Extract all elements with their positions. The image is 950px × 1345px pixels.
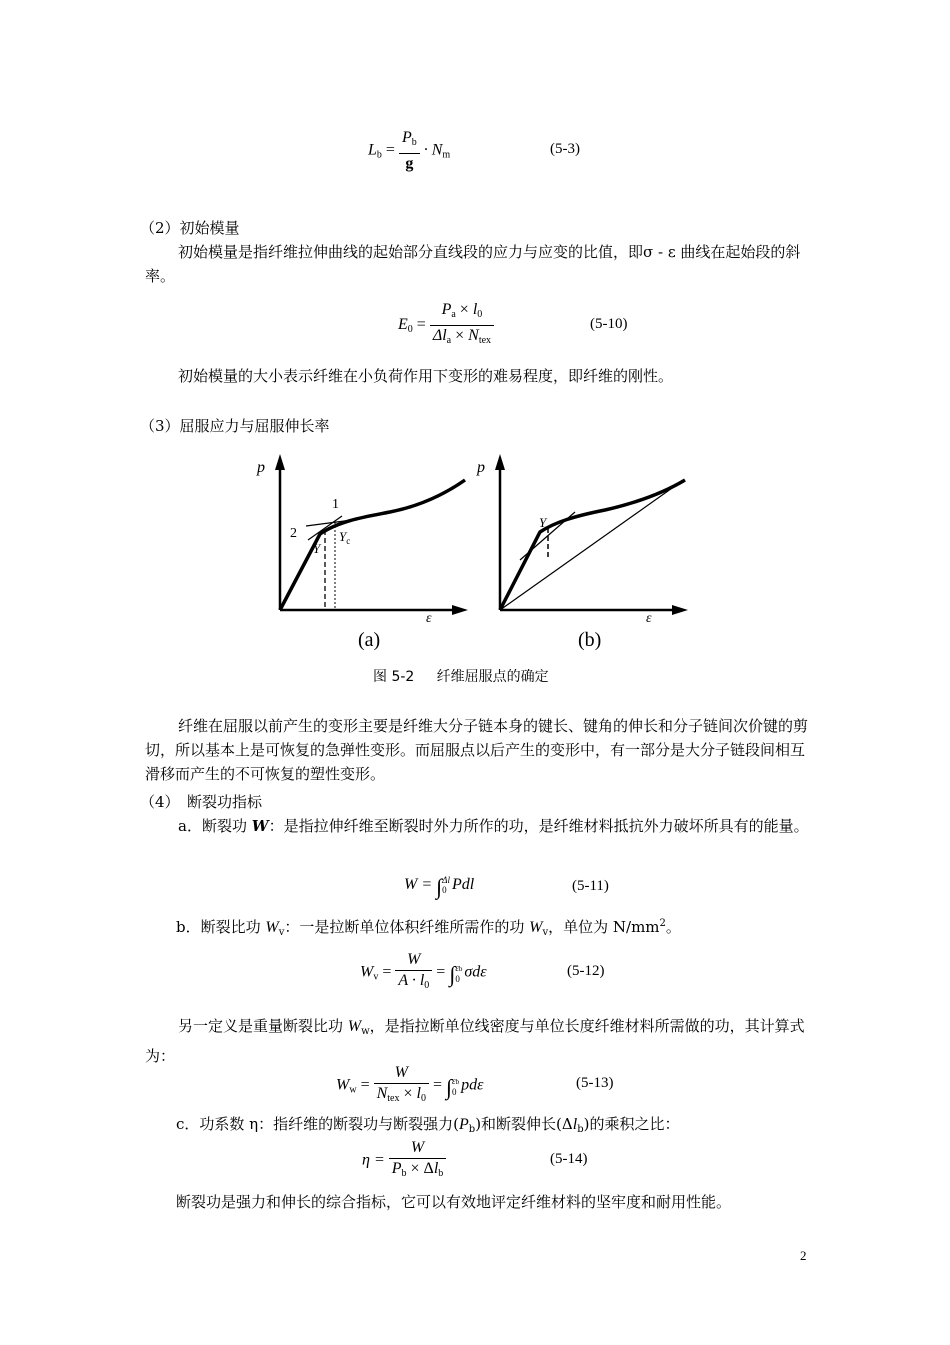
panel-label-a: (a) [358,629,381,651]
paragraph: 纤维在屈服以前产生的变形主要是纤维大分子链本身的键长、键角的伸长和分子链间次价键的剪切，所以基本上是可恢复的急弹性变形。而屈服点以后产生的变形中，有一部分是大分子链段间相互滑移而产生的不可恢复的塑性变形。 [145,717,809,783]
fraction: $\frac{P_a \times l_0}{\Delta l_a \times N_{tex}}$ [430,300,494,351]
equation-label: (5-11) [572,878,609,894]
section-heading: （2）初始模量 [140,219,240,237]
mark-y: Y [539,515,547,530]
equation-5-10: $E_0$ = $\frac{P_a \times l_0}{\Delta l_a \times N_{tex}}$ [398,300,494,351]
equation-label: (5-12) [567,963,605,979]
paragraph: 初始模量是指纤维拉伸曲线的起始部分直线段的应力与应变的比值，即σ - ε 曲线在起始段的斜率。 [145,243,801,285]
equation-label: (5-14) [550,1151,588,1167]
equation-5-13: $W_w$ = $\frac{W}{N_{tex} \times l_0}$ = ∫εb 0 pdε [336,1063,483,1109]
panel-a [275,454,468,615]
mark-1: 1 [332,497,339,512]
mark-2: 2 [290,526,297,541]
equation-label: (5-10) [590,316,628,332]
fraction: $\frac{W}{N_{tex} \times l_0}$ [374,1063,429,1109]
panel-label-b: (b) [578,629,602,651]
x-axis-label: ε [426,611,432,626]
paragraph: a．断裂功 W：是指拉伸纤维至断裂时外力所作的功，是纤维材料抵抗外力破坏所具有的能量。 [178,817,809,835]
equation-label: (5-13) [576,1075,614,1091]
panel-b [495,454,688,615]
fraction: $\frac{W}{A \cdot l_0}$ [395,950,432,996]
section-heading: （3）屈服应力与屈服伸长率 [140,417,330,435]
y-axis-label: p [257,459,265,476]
equation-5-12: $W_v$ = $\frac{W}{A \cdot l_0}$ = ∫εb 0 σdε [360,950,487,996]
paragraph: c．功系数 η：指纤维的断裂功与断裂强力$(P_b)$和断裂伸长$(\Delta l_b)$的乘积之比： [176,1115,680,1135]
equation-5-14: η = $\frac{W}{P_b \times \Delta l_b}$ [362,1138,446,1184]
section-heading: （4） 断裂功指标 [140,793,263,811]
page-number: 2 [800,1248,807,1263]
paragraph: 初始模量的大小表示纤维在小负荷作用下变形的难易程度，即纤维的刚性。 [178,367,674,385]
mark-yc: $Y_c$ [339,529,351,546]
equation-5-3: $L_b$ = $\frac{P_b}{g}$ · $N_m$ [368,129,451,172]
y-axis-label: p [477,459,485,476]
fraction: $\frac{P_b}{g}$ [399,128,420,174]
fraction: $\frac{W}{P_b \times \Delta l_b}$ [389,1138,447,1184]
mark-y: Y [313,541,321,556]
figure-yield-point [250,450,700,660]
x-axis-label: ε [646,611,652,626]
paragraph: 断裂功是强力和伸长的综合指标，它可以有效地评定纤维材料的坚牢度和耐用性能。 [176,1193,732,1211]
paragraph: 另一定义是重量断裂比功 $W_w$，是指拉断单位线密度与单位长度纤维材料所需做的功，其计算式为： [145,1017,805,1065]
equation-label: (5-3) [550,141,580,157]
equation-5-11: W = ∫Δl 0 Pdl [404,874,475,899]
paragraph: b．断裂比功 $W_v$：一是拉断单位体积纤维所需作的功 $W_v$，单位为 $N/mm^2$。 [176,918,681,938]
figure-caption: 图 5-2 纤维屈服点的确定 [373,669,549,685]
